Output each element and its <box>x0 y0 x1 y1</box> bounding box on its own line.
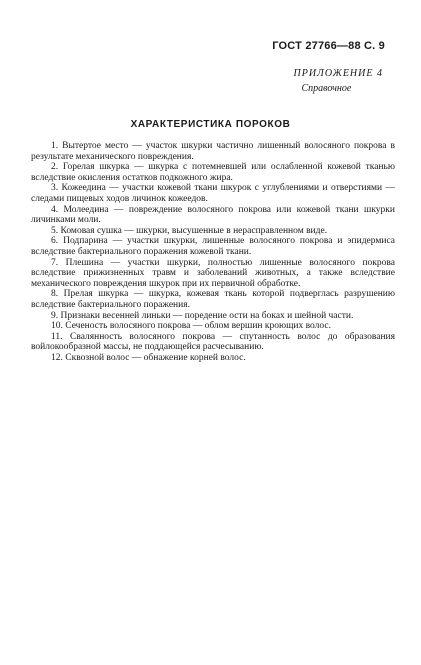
defect-item: 3. Кожеедина — участки кожевой ткани шкурок с углублениями и отверстиями — следами пищевых ходов личинок кожеедов. <box>31 183 395 204</box>
defect-item: 10. Сеченость волосяного покрова — облом вершин кроющих волос. <box>51 321 331 332</box>
appendix-subtitle: Справочное <box>301 83 352 94</box>
standard-page-header: ГОСТ 27766—88 С. 9 <box>272 40 385 52</box>
appendix-label <box>294 66 384 96</box>
defect-item: 4. Молеедина — повреждение волосяного покрова или кожевой ткани шкурки личинками моли. <box>31 204 395 226</box>
document-title: ХАРАКТЕРИСТИКА ПОРОКОВ <box>130 119 291 130</box>
defect-item: 6. Подпарина — участки шкурки, лишенные волосяного покрова и эпидермиса вследствие бактериального поражения кожевой ткани. <box>31 236 395 257</box>
appendix-title: ПРИЛОЖЕНИЕ 4 <box>293 68 383 79</box>
defect-item: 5. Комовая сушка — шкурки, высушенные в нерасправленном виде. <box>51 225 328 236</box>
defect-item: 9. Признаки весенней линьки — поредение ости на боках и шейной части. <box>51 310 354 321</box>
defect-item: 11. Свалянность волосяного покрова — спутанность волос до образования войлокообразной массы, не поддающейся расчесыванию. <box>31 331 395 353</box>
defect-item: 12. Сквозной волос — обнажение корней волос. <box>51 352 246 363</box>
defect-item: 7. Плешина — участки шкурки, полностью лишенные волосяного покрова вследствие прижизненных травм и заболеваний животных, а также вследствие механического повреждения шкурок при их первичной обработке. <box>31 257 395 289</box>
defect-list <box>31 141 395 363</box>
defect-item: 1. Вытертое место — участок шкурки частично лишенный волосяного покрова в результате механического повреждения. <box>31 141 395 162</box>
defect-item: 2. Горелая шкурка — шкурка с потемневшей или ослабленной кожевой тканью вследствие окисления остатков подкожного жира. <box>31 162 395 183</box>
defect-item: 8. Прелая шкурка — шкурка, кожевая ткань которой подверглась разрушению вследствие бактериального поражения. <box>31 289 395 310</box>
